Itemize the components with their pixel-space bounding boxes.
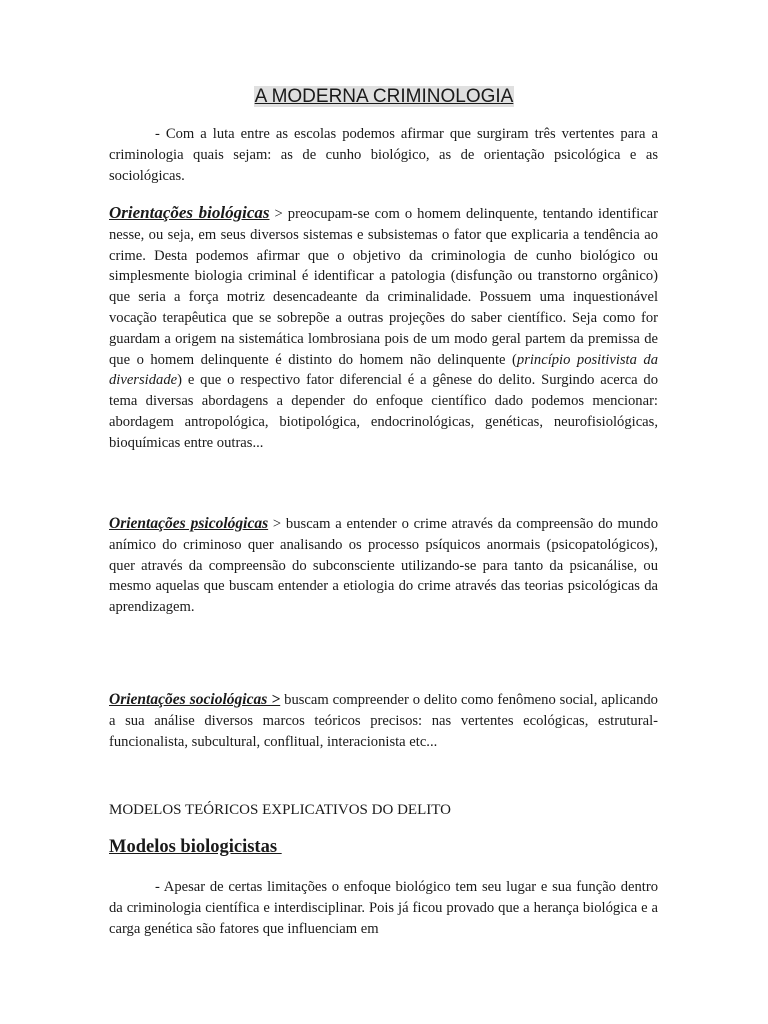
document-title [0,84,768,110]
psychological-text: > buscam a entender o crime através da compreensão do mundo anímico do criminoso quer analisando os processo psíquicos anormais (psicopatológicos), quer através da compreensão do subconsciente utilizando-se para tanto da psicanálise, ou mesmo aquelas que buscam entender a etiologia do crime através das teorias psicológicas da aprendizagem. [109,516,658,616]
biological-paragraph [109,203,658,454]
biological-heading: Orientações biológicas [109,203,270,222]
intro-paragraph: - Com a luta entre as escolas podemos afirmar que surgiram três vertentes para a criminologia quais sejam: as de cunho biológico, as de orientação psicológica e as sociológicas. [109,126,658,184]
biological-italic-term: princípio positivista da diversidade [109,351,658,389]
biological-text-1: > preocupam-se com o homem delinquente, tentando identificar nesse, ou seja, em seus diversos sistemas e subsistemas o fator que explicaria a tendência ao crime. Desta podemos afirmar que o objetivo da criminologia de cunho biológico ou simplesmente biologia criminal é identificar a patologia (disfunção ou transtorno orgânico) que seria a força motriz desencadeante da criminalidade. Possuem uma inquestionável vocação terapêutica que se sobrepõe a outras projeções do saber científico. Seja como for guardam a origem na sistemática lombrosiana pois de um modo geral partem da premissa de que o homem delinquente é distinto do homem não delinquente ( [109,206,658,368]
subheading-biologicistas: Modelos biologicistas [109,837,282,857]
psychological-heading: Orientações psicológicas [109,515,269,532]
biological-text-2: ) e que o respectivo fator diferencial é a gênese do delito. Surgindo acerca do tema diversas abordagens a depender do enfoque científico dado podemos mencionar: abordagem antropológica, biotipológica, endocrinológicas, genéticas, neurofisiológicas, bioquímicas entre outras... [109,372,658,451]
document-title-text: A MODERNA CRIMINOLOGIA [254,86,514,107]
psychological-paragraph [109,514,658,618]
sociological-paragraph [109,690,658,752]
sociological-heading: Orientações sociológicas > [109,691,281,708]
last-paragraph: - Apesar de certas limitações o enfoque biológico tem seu lugar e sua função dentro da criminologia científica e interdisciplinar. Pois já ficou provado que a herança biológica e a carga genética são fatores que influenciam em [109,879,658,937]
sociological-text: buscam compreender o delito como fenômeno social, aplicando a sua análise diversos marcos teóricos precisos: nas vertentes ecológicas, estrutural-funcionalista, subcultural, conflitual, interacionista etc... [109,692,658,750]
section-title: MODELOS TEÓRICOS EXPLICATIVOS DO DELITO [109,802,451,818]
